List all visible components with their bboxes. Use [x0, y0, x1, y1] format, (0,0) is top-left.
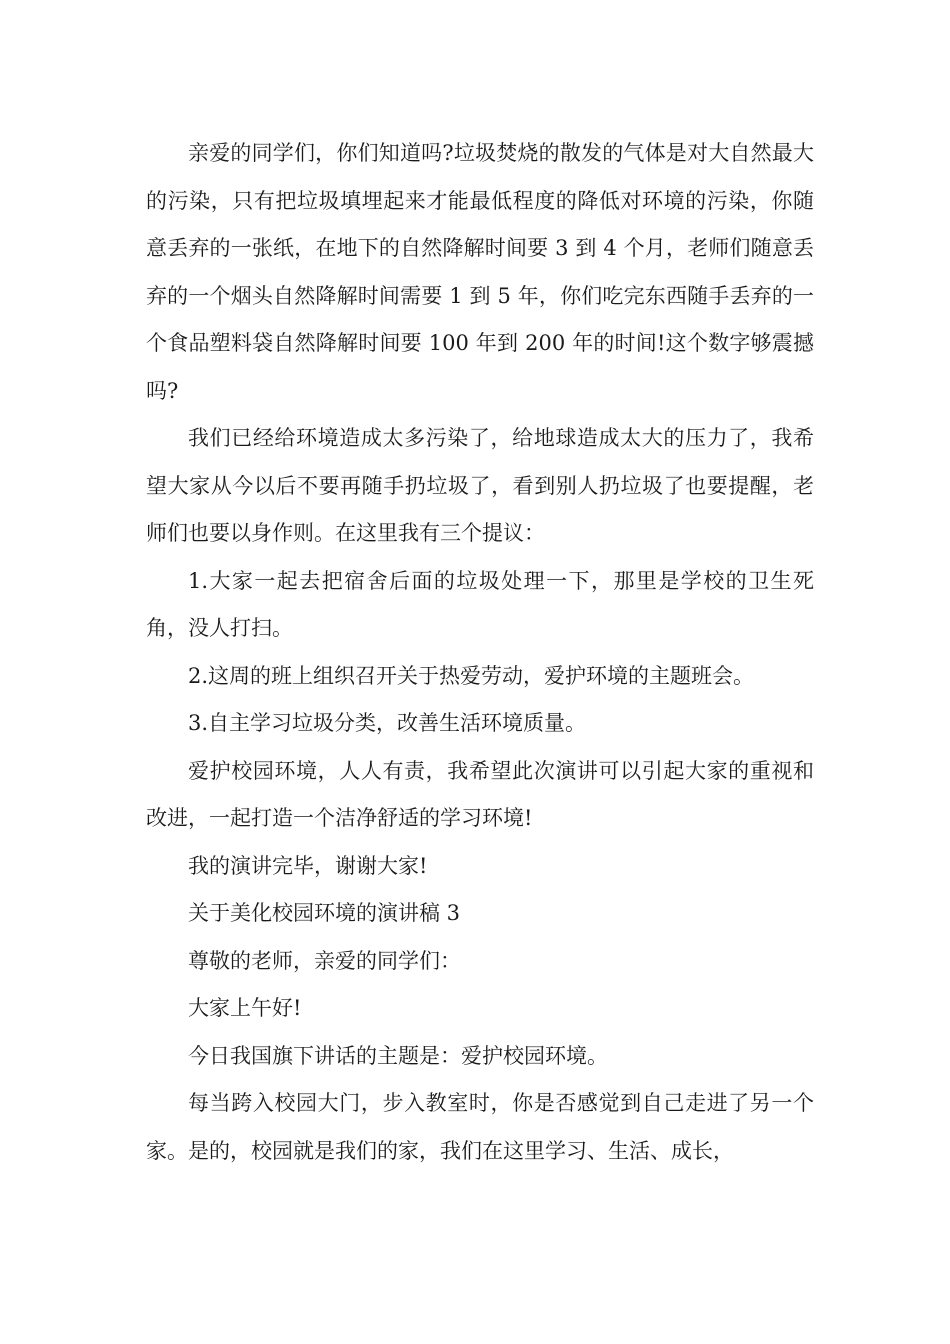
proposal-item-2: 2.这周的班上组织召开关于热爱劳动，爱护环境的主题班会。: [188, 663, 755, 688]
paragraph-degradation-facts: 亲爱的同学们，你们知道吗?垃圾焚烧的散发的气体是对大自然最大的污染，只有把垃圾填埋起来才能最低程度的降低对环境的污染，你随意丢弃的一张纸，在地下的自然降解时间要 3 到 4 个月，老师们随意丢弃的一个烟头自然降解时间需要 1 到 5 年，你们吃完东西随手丢弃的一个食品塑料袋自然降解时间要 100 年到 200 年的时间!这个数字够震撼吗?: [146, 141, 814, 403]
greeting: 大家上午好!: [188, 996, 302, 1020]
proposal-item-3: 3.自主学习垃圾分类，改善生活环境质量。: [188, 711, 587, 735]
paragraph-responsibility: 爱护校园环境，人人有责，我希望此次演讲可以引起大家的重视和改进，一起打造一个洁净舒适的学习环境!: [146, 758, 814, 830]
paragraph-pollution-appeal: 我们已经给环境造成太多污染了，给地球造成太大的压力了，我希望大家从今以后不要再随手扔垃圾了，看到别人扔垃圾了也要提醒，老师们也要以身作则。在这里我有三个提议：: [146, 426, 814, 545]
salutation: 尊敬的老师，亲爱的同学们：: [188, 948, 461, 973]
document-body: [146, 130, 814, 1175]
paragraph-closing: 我的演讲完毕，谢谢大家!: [188, 853, 428, 878]
proposal-item-1: 1.大家一起去把宿舍后面的垃圾处理一下，那里是学校的卫生死角，没人打扫。: [146, 568, 814, 640]
speech-topic: 今日我国旗下讲话的主题是：爱护校园环境。: [188, 1043, 608, 1068]
paragraph-campus-home: 每当跨入校园大门，步入教室时，你是否感觉到自己走进了另一个家。是的，校园就是我们的家，我们在这里学习、生活、成长，: [146, 1091, 814, 1163]
section-title: 关于美化校园环境的演讲稿 3: [188, 901, 461, 925]
